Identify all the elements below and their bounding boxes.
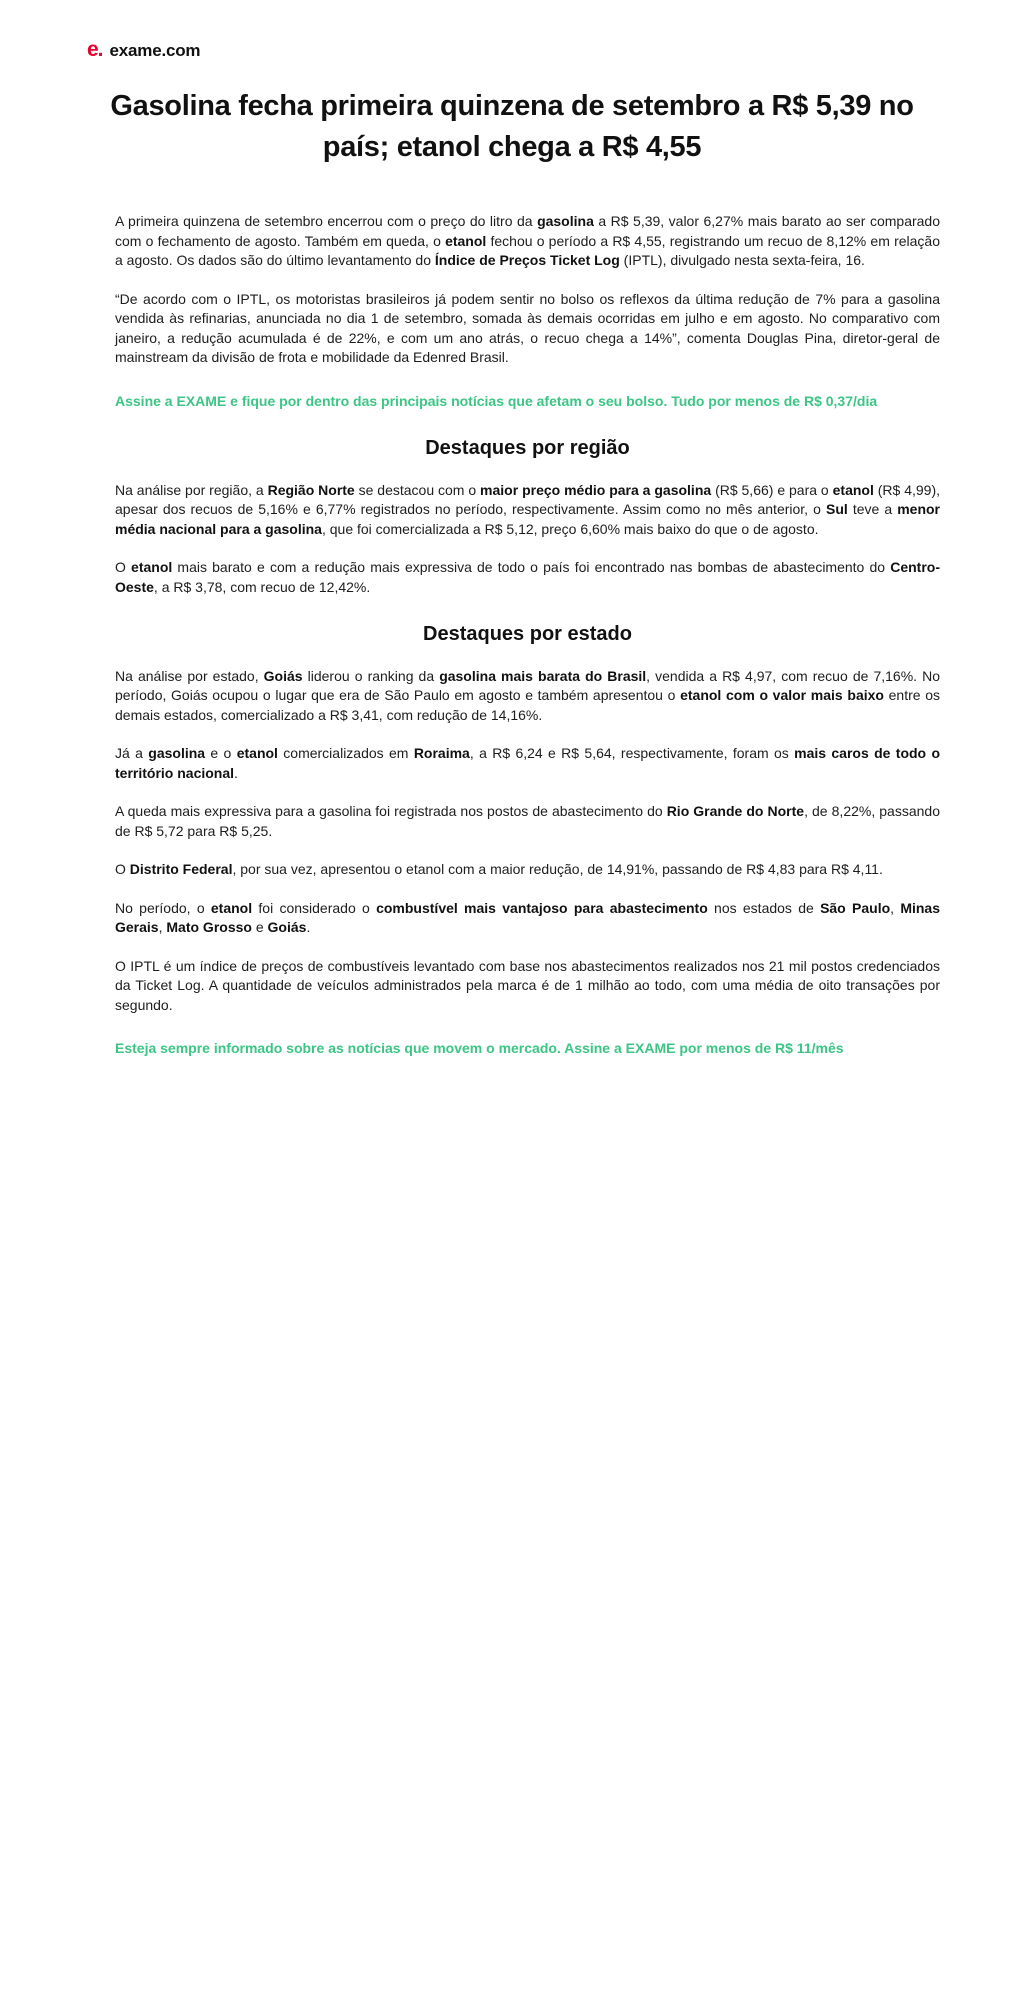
paragraph-state-2: Já a gasolina e o etanol comercializados em Roraima, a R$ 6,24 e R$ 5,64, respectivamente, foram os mais caros de todo o território nacional. <box>115 745 941 781</box>
paragraph-region-1: Na análise por região, a Região Norte se destacou com o maior preço médio para a gasolina (R$ 5,66) e para o etanol (R$ 4,99), apesar dos recuos de 5,16% e 6,77% registrados no período, respectivamente. Assim como no mês anterior, o Sul teve a menor média nacional para a gasolina, que foi comercializada a R$ 5,12, preço 6,60% mais baixo do que o de agosto. <box>115 481 941 537</box>
paragraph-state-1: Na análise por estado, Goiás liderou o ranking da gasolina mais barata do Brasil, vendida a R$ 4,97, com recuo de 7,16%. No período, Goiás ocupou o lugar que era de São Paulo em agosto e também apresentou o etanol com o valor mais baixo entre os demais estados, comercializado a R$ 3,41, com redução de 14,16%. <box>115 667 940 723</box>
paragraph-state-5: No período, o etanol foi considerado o combustível mais vantajoso para abastecimento nos estados de São Paulo, Minas Gerais, Mato Grosso e Goiás. <box>115 899 940 935</box>
exame-logo-mark-icon: e. <box>87 38 103 61</box>
article-body <box>0 168 1024 1059</box>
site-header <box>0 0 1024 62</box>
paragraph-quote: “De acordo com o IPTL, os motoristas brasileiros já podem sentir no bolso os reflexos da última redução de 7% para a gasolina vendida às refinarias, anunciada no dia 1 de setembro, somada às demais ocorridas em julho e em agosto. No comparativo com janeiro, a redução acumulada é de 22%, e com um ano atrás, o recuo chega a 14%”, comenta Douglas Pina, diretor-geral de mainstream da divisão de frota e mobilidade da Edenred Brasil. <box>115 290 940 365</box>
section-heading-region: Destaques por região <box>425 437 630 459</box>
subscribe-promo-link-bottom[interactable]: Esteja sempre informado sobre as notícias que movem o mercado. Assine a EXAME por menos de R$ 11/mês <box>115 1040 844 1056</box>
exame-logo[interactable] <box>87 38 200 62</box>
paragraph-region-2: O etanol mais barato e com a redução mais expressiva de todo o país foi encontrado nas bombas de abastecimento do Centro-Oeste, a R$ 3,78, com recuo de 12,42%. <box>115 559 940 595</box>
paragraph-state-4: O Distrito Federal, por sua vez, apresentou o etanol com a maior redução, de 14,91%, passando de R$ 4,83 para R$ 4,11. <box>115 861 883 877</box>
paragraph-lead: A primeira quinzena de setembro encerrou com o preço do litro da gasolina a R$ 5,39, valor 6,27% mais barato ao ser comparado com o fechamento de agosto. Também em queda, o etanol fechou o período a R$ 4,55, registrando um recuo de 8,12% em relação a agosto. Os dados são do último levantamento do Índice de Preços Ticket Log (IPTL), divulgado nesta sexta-feira, 16. <box>115 213 940 268</box>
paragraph-iptl-about: O IPTL é um índice de preços de combustíveis levantado com base nos abastecimentos realizados nos 21 mil postos credenciados da Ticket Log. A quantidade de veículos administrados pela marca é de 1 milhão ao todo, com uma média de oito transações por segundo. <box>115 957 940 1013</box>
exame-logo-text: exame.com <box>109 41 201 60</box>
section-heading-state: Destaques por estado <box>423 623 632 645</box>
paragraph-state-3: A queda mais expressiva para a gasolina foi registrada nos postos de abastecimento do Rio Grande do Norte, de 8,22%, passando de R$ 5,72 para R$ 5,25. <box>115 803 940 839</box>
article-title: Gasolina fecha primeira quinzena de setembro a R$ 5,39 no país; etanol chega a R$ 4,55 <box>110 90 914 163</box>
subscribe-promo-link-top[interactable]: Assine a EXAME e fique por dentro das principais notícias que afetam o seu bolso. Tudo por menos de R$ 0,37/dia <box>115 392 878 409</box>
